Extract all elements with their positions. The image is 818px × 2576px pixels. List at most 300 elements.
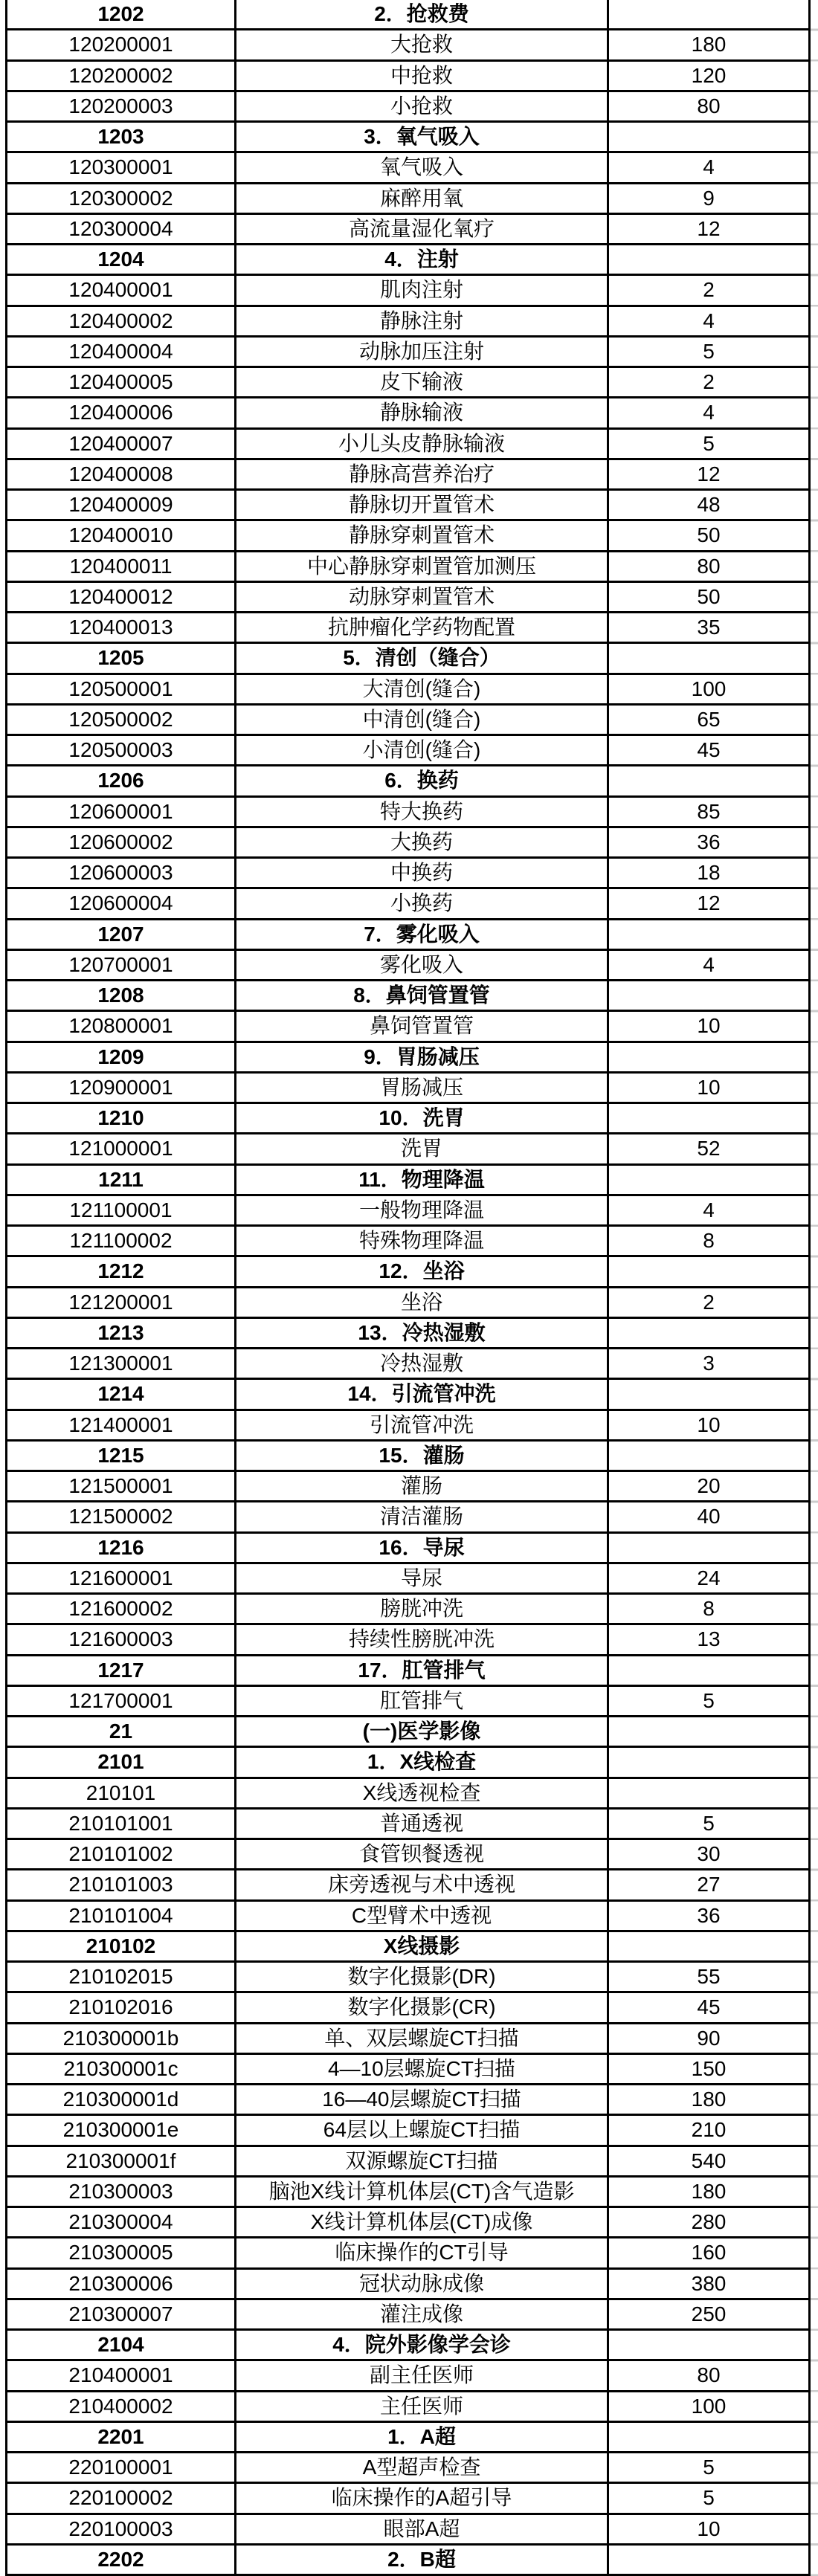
item-name-cell: 特大换药 (236, 798, 609, 826)
code-cell: 121500002 (7, 1502, 236, 1531)
item-name-cell: 6．换药 (236, 766, 609, 795)
code-cell: 210300004 (7, 2208, 236, 2236)
table-row (7, 1564, 808, 1595)
code-cell: 120400009 (7, 491, 236, 519)
price-cell: 85 (697, 799, 721, 823)
item-name-cell: 主任医师 (236, 2392, 609, 2421)
table-row (7, 828, 808, 859)
table-row (7, 1349, 808, 1380)
item-name-cell: 导尿 (236, 1564, 609, 1592)
price-cell (609, 1104, 808, 1132)
table-row (7, 1534, 808, 1564)
item-name-cell: 13．冷热湿敷 (236, 1319, 609, 1347)
code-cell: 120800001 (7, 1012, 236, 1040)
code-cell: 210300001d (7, 2085, 236, 2114)
item-name-cell: C型臂术中透视 (236, 1902, 609, 1930)
price-cell: 30 (697, 1842, 721, 1866)
price-cell: 18 (697, 861, 721, 885)
price-cell (609, 981, 808, 1010)
code-cell: 2101 (7, 1748, 236, 1776)
item-name-cell: 灌注成像 (236, 2300, 609, 2328)
item-name-cell: A型超声检查 (236, 2453, 609, 2482)
table-row (7, 430, 808, 460)
price-cell (609, 1043, 808, 1071)
table-row (7, 1810, 808, 1840)
table-row (7, 1166, 808, 1196)
code-cell: 120400002 (7, 307, 236, 335)
code-cell: 120500001 (7, 675, 236, 703)
price-cell (609, 766, 808, 795)
code-cell: 210300001c (7, 2055, 236, 2083)
price-cell (609, 1534, 808, 1562)
code-cell: 210102 (7, 1932, 236, 1960)
price-cell: 3 (703, 1352, 715, 1375)
table-row (7, 521, 808, 552)
item-name-cell: 单、双层螺旋CT扫描 (236, 2024, 609, 2053)
code-cell: 1211 (7, 1166, 236, 1194)
item-name-cell: X线摄影 (236, 1932, 609, 1960)
item-name-cell: 9．胃肠减压 (236, 1043, 609, 1071)
item-name-cell: 11．物理降温 (236, 1166, 609, 1194)
price-cell (609, 1380, 808, 1408)
code-cell: 121400001 (7, 1411, 236, 1439)
code-cell: 120400006 (7, 398, 236, 427)
code-cell: 1205 (7, 644, 236, 672)
code-cell: 1207 (7, 920, 236, 949)
code-cell: 210300001b (7, 2024, 236, 2053)
code-cell: 210300006 (7, 2270, 236, 2298)
item-name-cell: 中抢救 (236, 62, 609, 90)
table-row (7, 184, 808, 215)
price-cell: 10 (697, 2517, 721, 2540)
price-cell (609, 1257, 808, 1285)
price-cell: 80 (697, 554, 721, 578)
price-cell: 2 (703, 278, 715, 302)
price-cell (609, 1748, 808, 1776)
item-name-cell: 鼻饲管置管 (236, 1012, 609, 1040)
price-cell: 65 (697, 707, 721, 731)
item-name-cell: 皮下输液 (236, 368, 609, 396)
code-cell: 1212 (7, 1257, 236, 1285)
price-cell: 36 (697, 1903, 721, 1927)
table-row (7, 798, 808, 828)
price-cell: 12 (697, 216, 721, 240)
price-cell: 4 (703, 1198, 715, 1221)
price-cell: 50 (697, 523, 721, 547)
price-cell: 36 (697, 830, 721, 853)
table-row (7, 1472, 808, 1502)
item-name-cell: 小换药 (236, 889, 609, 917)
table-row (7, 552, 808, 583)
table-row (7, 1074, 808, 1104)
table-row (7, 1104, 808, 1134)
price-cell: 35 (697, 616, 721, 639)
table-row (7, 2423, 808, 2453)
item-name-cell: 抗肿瘤化学药物配置 (236, 613, 609, 642)
code-cell: 1216 (7, 1534, 236, 1562)
price-cell: 380 (691, 2271, 727, 2295)
table-row (7, 368, 808, 398)
price-cell: 180 (691, 33, 727, 57)
table-row (7, 1134, 808, 1165)
table-row (7, 1902, 808, 1932)
price-cell: 52 (697, 1137, 721, 1161)
item-name-cell: 数字化摄影(DR) (236, 1963, 609, 1991)
price-cell: 5 (703, 431, 715, 455)
table-row (7, 2331, 808, 2361)
table-row (7, 30, 808, 61)
item-name-cell: 7．雾化吸入 (236, 920, 609, 949)
item-name-cell: 大抢救 (236, 30, 609, 59)
item-name-cell: 静脉高营养治疗 (236, 460, 609, 488)
code-cell: 1214 (7, 1380, 236, 1408)
code-cell: 120600001 (7, 798, 236, 826)
code-cell: 120600004 (7, 889, 236, 917)
item-name-cell: 一般物理降温 (236, 1196, 609, 1224)
item-name-cell: 冠状动脉成像 (236, 2270, 609, 2298)
item-name-cell: 肌肉注射 (236, 276, 609, 304)
table-row (7, 153, 808, 184)
price-cell: 10 (697, 1014, 721, 1038)
table-row (7, 1288, 808, 1319)
item-name-cell: 中清创(缝合) (236, 706, 609, 734)
code-cell: 1215 (7, 1442, 236, 1470)
item-name-cell: 1．X线检查 (236, 1748, 609, 1776)
table-row (7, 1625, 808, 1656)
table-row (7, 613, 808, 644)
code-cell: 120600003 (7, 859, 236, 887)
code-cell: 210300005 (7, 2238, 236, 2267)
code-cell: 121600003 (7, 1625, 236, 1653)
table-row (7, 644, 808, 674)
table-row (7, 92, 808, 123)
price-cell: 5 (703, 1688, 715, 1712)
table-row (7, 1196, 808, 1227)
item-name-cell: 16—40层螺旋CT扫描 (236, 2085, 609, 2114)
table-row (7, 245, 808, 276)
item-name-cell: 持续性膀胱冲洗 (236, 1625, 609, 1653)
item-name-cell: 15．灌肠 (236, 1442, 609, 1470)
code-cell: 1202 (7, 0, 236, 28)
code-cell: 120300001 (7, 153, 236, 181)
code-cell: 121600002 (7, 1595, 236, 1623)
item-name-cell: 眼部A超 (236, 2515, 609, 2543)
table-row (7, 1993, 808, 2024)
code-cell: 120400005 (7, 368, 236, 396)
table-row (7, 889, 808, 920)
price-cell (609, 1656, 808, 1685)
code-cell: 121100001 (7, 1196, 236, 1224)
price-cell: 100 (691, 677, 727, 700)
table-row (7, 1748, 808, 1778)
price-cell (609, 1319, 808, 1347)
code-cell: 121100002 (7, 1227, 236, 1255)
price-cell: 55 (697, 1965, 721, 1989)
code-cell: 120400004 (7, 338, 236, 366)
table-row (7, 675, 808, 706)
price-cell: 210 (691, 2118, 727, 2142)
table-row (7, 1870, 808, 1901)
code-cell: 210300001f (7, 2147, 236, 2175)
code-cell: 210101003 (7, 1870, 236, 1899)
table-row (7, 276, 808, 306)
price-cell: 13 (697, 1627, 721, 1651)
item-name-cell: 脑池X线计算机体层(CT)含气造影 (236, 2178, 609, 2206)
price-cell: 40 (697, 1505, 721, 1529)
price-cell: 90 (697, 2026, 721, 2050)
price-cell: 180 (691, 2088, 727, 2111)
table-row (7, 1963, 808, 1993)
item-name-cell: (一)医学影像 (236, 1717, 609, 1746)
table-row (7, 2208, 808, 2238)
item-name-cell: 食管钡餐透视 (236, 1840, 609, 1868)
item-name-cell: 引流管冲洗 (236, 1411, 609, 1439)
price-cell: 12 (697, 462, 721, 485)
price-cell: 10 (697, 1075, 721, 1099)
price-cell: 45 (697, 1995, 721, 2019)
price-cell: 4 (703, 155, 715, 179)
table-row (7, 123, 808, 153)
item-name-cell: 静脉注射 (236, 307, 609, 335)
item-name-cell: 小抢救 (236, 92, 609, 120)
code-cell: 1208 (7, 981, 236, 1010)
price-cell (609, 245, 808, 274)
price-cell (609, 1717, 808, 1746)
price-cell (609, 123, 808, 151)
price-cell: 160 (691, 2241, 727, 2265)
code-cell: 2202 (7, 2546, 236, 2574)
item-name-cell: 副主任医师 (236, 2361, 609, 2389)
price-cell (609, 1779, 808, 1807)
code-cell: 1209 (7, 1043, 236, 1071)
table-row (7, 859, 808, 889)
table-row (7, 2484, 808, 2514)
table-row (7, 1932, 808, 1963)
price-cell (609, 0, 808, 28)
table-row (7, 766, 808, 797)
item-name-cell: 临床操作的CT引导 (236, 2238, 609, 2267)
price-cell: 120 (691, 63, 727, 87)
code-cell: 120300002 (7, 184, 236, 213)
table-row (7, 2116, 808, 2146)
price-cell: 27 (697, 1873, 721, 1897)
table-row (7, 62, 808, 92)
price-cell: 100 (691, 2394, 727, 2418)
code-cell: 210101002 (7, 1840, 236, 1868)
table-row (7, 2361, 808, 2392)
code-cell: 121000001 (7, 1134, 236, 1163)
table-row (7, 706, 808, 736)
code-cell: 120600002 (7, 828, 236, 856)
item-name-cell: 麻醉用氧 (236, 184, 609, 213)
table-row (7, 338, 808, 368)
item-name-cell: 64层以上螺旋CT扫描 (236, 2116, 609, 2144)
price-cell: 280 (691, 2210, 727, 2234)
item-name-cell: 清洁灌肠 (236, 1502, 609, 1531)
item-name-cell: 肛管排气 (236, 1687, 609, 1715)
code-cell: 210400002 (7, 2392, 236, 2421)
price-cell: 250 (691, 2302, 727, 2325)
table-row (7, 2270, 808, 2300)
code-cell: 21 (7, 1717, 236, 1746)
table-row (7, 0, 808, 30)
price-cell (609, 644, 808, 672)
price-cell: 2 (703, 1290, 715, 1314)
item-name-cell: 10．洗胃 (236, 1104, 609, 1132)
table-row (7, 1656, 808, 1687)
price-cell (609, 1932, 808, 1960)
price-cell: 20 (697, 1474, 721, 1498)
code-cell: 120900001 (7, 1074, 236, 1102)
item-name-cell: 床旁透视与术中透视 (236, 1870, 609, 1899)
code-cell: 120400013 (7, 613, 236, 642)
code-cell: 1213 (7, 1319, 236, 1347)
item-name-cell: 大清创(缝合) (236, 675, 609, 703)
price-cell (609, 2423, 808, 2451)
code-cell: 120500003 (7, 736, 236, 764)
item-name-cell: 静脉穿刺置管术 (236, 521, 609, 549)
item-name-cell: 2．抢救费 (236, 0, 609, 28)
code-cell: 210300007 (7, 2300, 236, 2328)
price-cell: 80 (697, 2363, 721, 2387)
price-cell: 24 (697, 1566, 721, 1589)
price-cell: 9 (703, 186, 715, 210)
code-cell: 2104 (7, 2331, 236, 2359)
price-cell: 80 (697, 94, 721, 117)
price-cell: 50 (697, 584, 721, 608)
price-cell (609, 1166, 808, 1194)
table-row (7, 951, 808, 981)
code-cell: 120200001 (7, 30, 236, 59)
item-name-cell: 临床操作的A超引导 (236, 2484, 609, 2512)
item-name-cell: 雾化吸入 (236, 951, 609, 979)
item-name-cell: 氧气吸入 (236, 153, 609, 181)
item-name-cell: 小儿头皮静脉输液 (236, 430, 609, 458)
table-row (7, 460, 808, 491)
price-cell: 12 (697, 891, 721, 915)
code-cell: 120400011 (7, 552, 236, 581)
code-cell: 121300001 (7, 1349, 236, 1378)
table-row (7, 1779, 808, 1810)
table-row (7, 1012, 808, 1042)
table-row (7, 1319, 808, 1349)
price-cell: 4 (703, 309, 715, 332)
item-name-cell: 数字化摄影(CR) (236, 1993, 609, 2021)
price-cell: 5 (703, 1811, 715, 1835)
table-row (7, 1595, 808, 1625)
price-cell (609, 2331, 808, 2359)
item-name-cell: 小清创(缝合) (236, 736, 609, 764)
price-cell: 5 (703, 2456, 715, 2479)
code-cell: 220100003 (7, 2515, 236, 2543)
code-cell: 120400008 (7, 460, 236, 488)
table-row (7, 491, 808, 521)
table-row (7, 736, 808, 766)
price-cell: 540 (691, 2149, 727, 2172)
item-name-cell: 17．肛管排气 (236, 1656, 609, 1685)
item-name-cell: 灌肠 (236, 1472, 609, 1500)
item-name-cell: 14．引流管冲洗 (236, 1380, 609, 1408)
code-cell: 120200002 (7, 62, 236, 90)
code-cell: 121600001 (7, 1564, 236, 1592)
item-name-cell: 5．清创（缝合） (236, 644, 609, 672)
item-name-cell: 中换药 (236, 859, 609, 887)
table-row (7, 981, 808, 1012)
price-cell: 5 (703, 2486, 715, 2510)
table-row (7, 920, 808, 951)
item-name-cell: 双源螺旋CT扫描 (236, 2147, 609, 2175)
code-cell: 220100001 (7, 2453, 236, 2482)
table-row (7, 2085, 808, 2116)
price-cell: 5 (703, 339, 715, 363)
table-row (7, 307, 808, 338)
item-name-cell: 特殊物理降温 (236, 1227, 609, 1255)
code-cell: 1204 (7, 245, 236, 274)
table-row (7, 1840, 808, 1870)
item-name-cell: 洗胃 (236, 1134, 609, 1163)
table-row (7, 1502, 808, 1533)
code-cell: 210300003 (7, 2178, 236, 2206)
item-name-cell: 8．鼻饲管置管 (236, 981, 609, 1010)
price-cell: 45 (697, 738, 721, 762)
table-row (7, 2453, 808, 2484)
code-cell: 210101004 (7, 1902, 236, 1930)
table-row (7, 2392, 808, 2423)
item-name-cell: 4．注射 (236, 245, 609, 274)
item-name-cell: 大换药 (236, 828, 609, 856)
code-cell: 210101001 (7, 1810, 236, 1838)
item-name-cell: 静脉切开置管术 (236, 491, 609, 519)
code-cell: 1206 (7, 766, 236, 795)
price-cell: 180 (691, 2179, 727, 2203)
code-cell: 210101 (7, 1779, 236, 1807)
table-row (7, 1227, 808, 1257)
item-name-cell: X线透视检查 (236, 1779, 609, 1807)
item-name-cell: 坐浴 (236, 1288, 609, 1317)
price-cell: 8 (703, 1597, 715, 1621)
table-row (7, 2055, 808, 2085)
item-name-cell: 静脉输液 (236, 398, 609, 427)
price-cell: 4 (703, 401, 715, 425)
table-row (7, 2024, 808, 2055)
table-row (7, 215, 808, 245)
item-name-cell: 膀胱冲洗 (236, 1595, 609, 1623)
price-cell (609, 920, 808, 949)
code-cell: 120400007 (7, 430, 236, 458)
table-row (7, 2238, 808, 2269)
item-name-cell: 胃肠减压 (236, 1074, 609, 1102)
code-cell: 210102015 (7, 1963, 236, 1991)
item-name-cell: 中心静脉穿刺置管加测压 (236, 552, 609, 581)
code-cell: 1203 (7, 123, 236, 151)
item-name-cell: X线计算机体层(CT)成像 (236, 2208, 609, 2236)
price-cell: 48 (697, 493, 721, 517)
item-name-cell: 动脉穿刺置管术 (236, 583, 609, 611)
table-row (7, 1717, 808, 1748)
item-name-cell: 2．B超 (236, 2546, 609, 2574)
table-row (7, 2178, 808, 2208)
code-cell: 121500001 (7, 1472, 236, 1500)
item-name-cell: 4．院外影像学会诊 (236, 2331, 609, 2359)
code-cell: 220100002 (7, 2484, 236, 2512)
table-row (7, 1411, 808, 1442)
price-cell (609, 1442, 808, 1470)
cropped-next-column-lines (811, 0, 818, 2576)
item-name-cell: 冷热湿敷 (236, 1349, 609, 1378)
table-row (7, 1442, 808, 1472)
code-cell: 1210 (7, 1104, 236, 1132)
code-cell: 121700001 (7, 1687, 236, 1715)
